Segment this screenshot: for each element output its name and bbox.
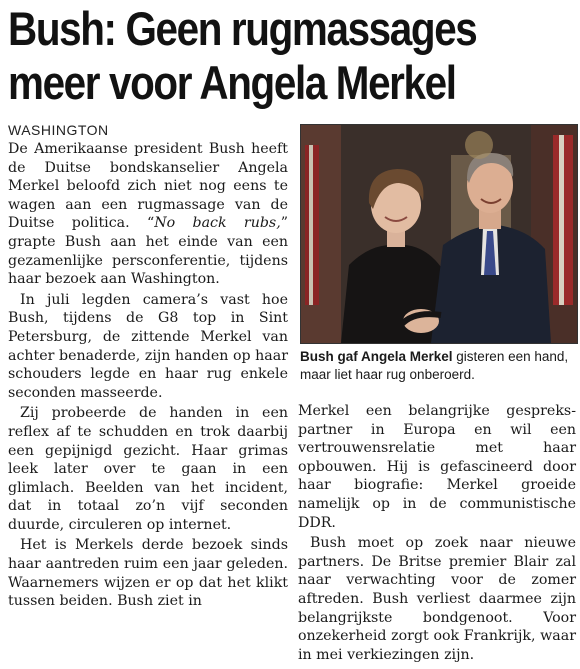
paragraph-1: De Amerikaanse president Bush heeft de Duitse bondskanselier Angela Merkel beloofd zich niet nog eens te wagen aan een rugmassage van de Duitse politica. “No back rubs,” grapte Bush aan het einde van een gezamenlijke persconferentie, tijdens haar bezoek aan Washington. — [8, 141, 288, 288]
caption-bold: Bush gaf Angela Merkel — [300, 349, 453, 364]
photo-caption — [300, 348, 576, 384]
article-column-left — [8, 140, 288, 611]
article-column-right — [298, 402, 576, 664]
photo-illustration — [301, 125, 577, 343]
headline — [8, 2, 496, 110]
dateline: WASHINGTON — [8, 122, 109, 138]
paragraph-6: Bush moet op zoek naar nieuwe partners. De Britse premier Blair zal naar verwachting voor de zomer aftreden. Bush verliest daarmee zijn belangrijkste bondgenoot. Voor onzekerheid zorgt ook Frankrijk, waar in mei verkiezingen zijn. — [298, 535, 576, 663]
news-photo — [300, 124, 578, 344]
headline-line-1: Bush: Geen rugmassages — [8, 2, 477, 55]
headline-line-2: meer voor Angela Merkel — [8, 56, 456, 109]
paragraph-5: Merkel een belangrijke gesprekspartner in Europa en wil een vertrouwensrelatie met haar opbouwen. Hij is gefascineerd door haar biografie: Merkel groeide namelijk op in de communistische DDR. — [298, 403, 576, 531]
caption-text: gisteren een hand, maar liet haar rug onberoerd. — [300, 349, 569, 382]
quote-italic: No back rubs, — [154, 215, 281, 232]
paragraph-3: Zij probeerde de handen in een reflex af te schudden en trok daarbij een gepijnigd gezicht. Haar grimas leek later over te gaan in een glimlach. Beelden van het incident, dat in totaal zo’n vijf seconden duurde, circuleren op internet. — [8, 405, 288, 533]
paragraph-4: Het is Merkels derde bezoek sinds haar aantreden ruim een jaar geleden. Waarnemers wijzen er op dat het klikt tussen beiden. Bush ziet in — [8, 537, 288, 610]
paragraph-2: In juli legden camera’s vast hoe Bush, tijdens de G8 top in Sint Petersburg, de zittende Merkel van achter benaderde, zijn handen op haar schouders legde en haar rug enkele seconden masseerde. — [8, 291, 288, 401]
